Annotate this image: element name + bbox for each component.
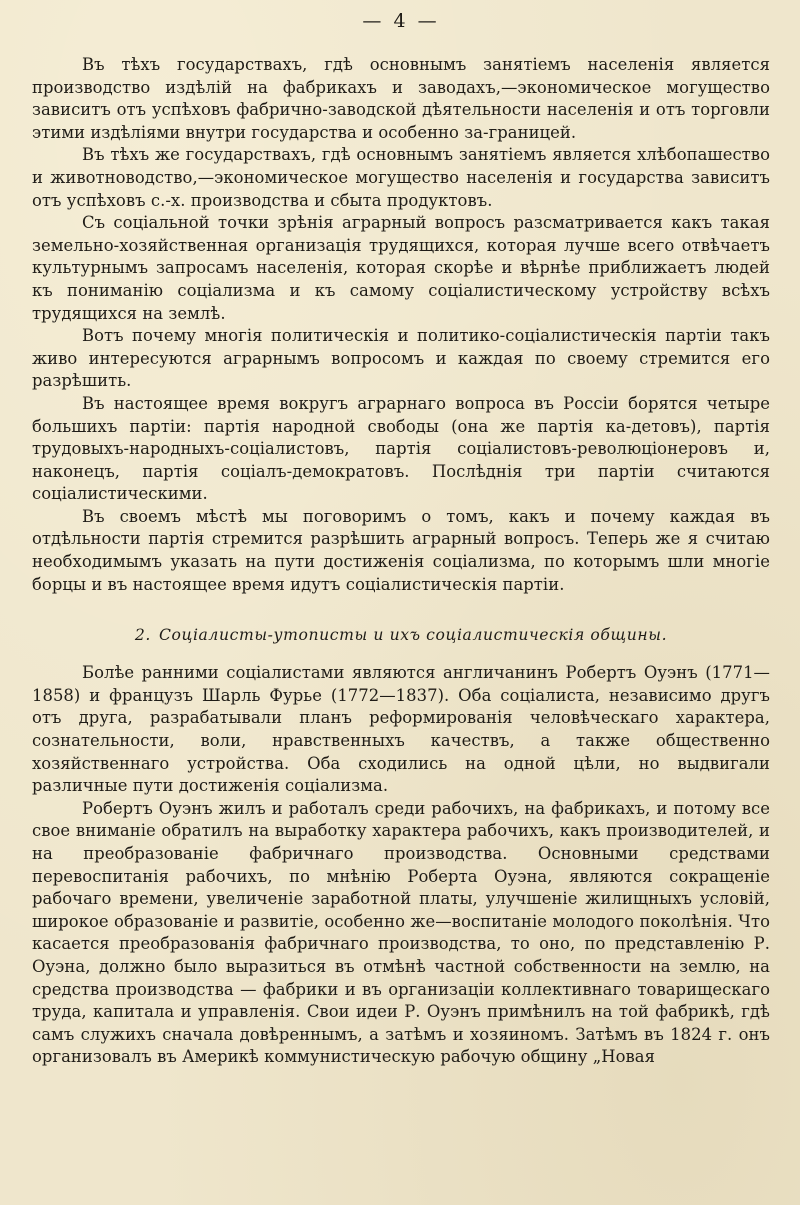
paragraph: Робертъ Оуэнъ жилъ и работалъ среди рабочихъ, на фабрикахъ, и потому все свое вниманіе обратилъ на выработку характера рабочихъ, какъ производителей, и на преобразованіе фабричнаго производства. Основными средствами перевоспитанія рабочихъ, по мнѣнію Роберта Оуэна, являются сокращеніе рабочаго времени, увеличеніе заработной платы, улучшеніе жилищныхъ условій, широкое образованіе и развитіе, особенно же—воспитаніе молодого поколѣнія. Что касается преобразованія фабричнаго производства, то оно, по представленію Р. Оуэна, должно было выразиться въ отмѣнѣ частной собственности на землю, на средства производства — фабрики и въ организаціи коллективнаго товарищескаго труда, капитала и управленія. Свои идеи Р. Оуэнъ примѣнилъ на той фабрикѣ, гдѣ самъ служихъ сначала довѣреннымъ, а затѣмъ и хозяиномъ. Затѣмъ въ 1824 г. онъ организовалъ въ Америкѣ коммунистическую рабочую общину „Новая [32,798,770,1067]
section-title: Соціалисты-утописты и ихъ соціалистическія общины. [158,626,668,645]
paragraph: Болѣе ранними соціалистами являются англичанинъ Робертъ Оуэнъ (1771—1858) и французъ Шарль Фурье (1772—1837). Оба соціалиста, независимо другъ отъ друга, разрабатывали планъ реформированія человѣческаго характера, сознательности, воли, нравственныхъ качествъ, а также общественно хозяйственнаго устройства. Оба сходились на одной цѣли, но выдвигали различные пути достиженія соціализма. [32,663,770,796]
paragraph: Въ своемъ мѣстѣ мы поговоримъ о томъ, какъ и почему каждая въ отдѣльности партія стремится разрѣшить аграрный вопросъ. Теперь же я считаю необходимымъ указать на пути достиженія соціализма, по которымъ шли многіе борцы и въ настоящее время идутъ соціалистическія партіи. [32,506,770,594]
paragraph: Въ тѣхъ государствахъ, гдѣ основнымъ занятіемъ населенія является производство издѣлій на фабрикахъ и заводахъ,—экономическое могущество зависитъ отъ успѣховъ фабрично-заводской дѣятельности населенія и отъ торговли этими издѣліями внутри государства и особенно за-границей. [32,55,770,142]
paragraph: Вотъ почему многія политическія и политико-соціалистическія партіи такъ живо интересуются аграрнымъ вопросомъ и каждая по своему стремится его разрѣшить. [32,326,770,391]
paragraph: Съ соціальной точки зрѣнія аграрный вопросъ разсматривается какъ такая земельно-хозяйственная организація трудящихся, которая лучше всего отвѣчаетъ культурнымъ запросамъ населенія, которая скорѣе и вѣрнѣе приближаетъ людей къ пониманію соціализма и къ самому соціалистическому устройству всѣхъ трудящихся на землѣ. [32,213,770,323]
section-2-text [32,662,770,1069]
paragraph: Въ настоящее время вокругъ аграрнаго вопроса въ Россіи борятся четыре большихъ партіи: партія народной свободы (она же партія ка-детовъ), партія трудовыхъ-народныхъ-соціалистовъ, партія соціалистовъ-революціонеровъ и, наконецъ, партія соціалъ-демократовъ. Послѣднія три партіи считаются соціалистическими. [32,393,770,504]
section-1-text [32,54,770,596]
section-heading [32,624,770,646]
section-number: 2. [134,626,151,645]
paragraph: Въ тѣхъ же государствахъ, гдѣ основнымъ занятіемъ является хлѣбопашество и животноводство,—экономическое могущество населенія и государства зависитъ отъ успѣховъ с.-х. производства и сбыта продуктовъ. [32,145,770,210]
page-number: — 4 — [362,10,440,32]
